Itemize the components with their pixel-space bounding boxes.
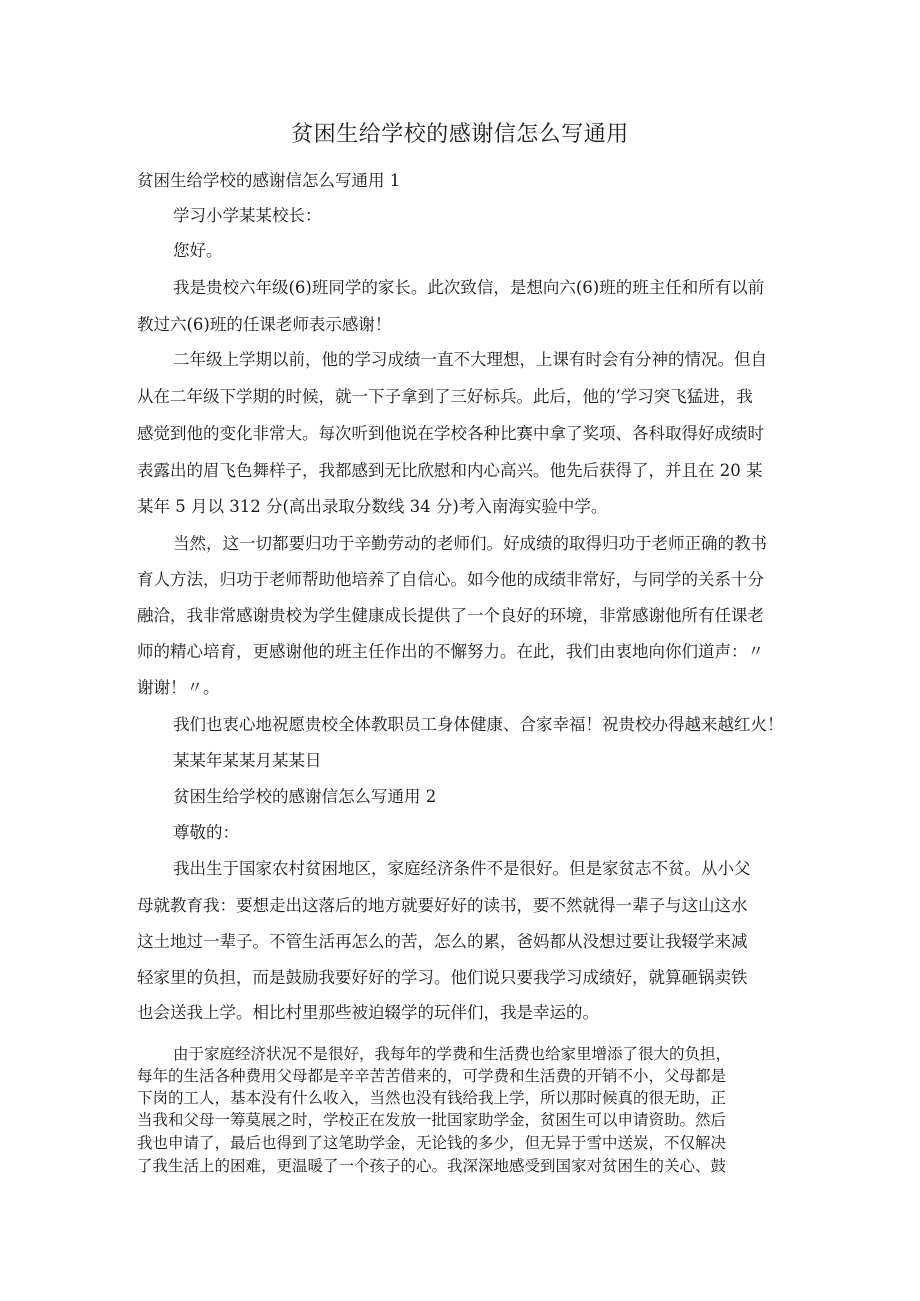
- section-heading-2: 贫困生给学校的感谢信怎么写通用 2: [173, 787, 437, 806]
- paragraph-line: 感觉到他的变化非常大。每次听到他说在学校各种比赛中拿了奖项、各科取得好成绩时: [137, 424, 764, 443]
- paragraph-line: 下岗的工人，基本没有什么收入，当然也没有钱给我上学，所以那时候真的很无助，正: [137, 1089, 727, 1107]
- paragraph-line: 师的精心培育，更感谢他的班主任作出的不懈努力。在此，我们由衷地向你们道声：〃: [137, 642, 764, 661]
- paragraph-line: 谢谢！〃。: [137, 678, 220, 697]
- paragraph-line: 二年级上学期以前，他的学习成绩一直不大理想，上课有时会有分神的情况。但自: [173, 350, 767, 369]
- paragraph-line: 当然，这一切都要归功于辛勤劳动的老师们。好成绩的取得归功于老师正确的教书: [173, 534, 767, 553]
- paragraph-line: 育人方法，归功于老师帮助他培养了自信心。如今他的成绩非常好，与同学的关系十分: [137, 570, 764, 589]
- salutation-2: 尊敬的：: [173, 823, 239, 842]
- paragraph-line: 我也申请了，最后也得到了这笔助学金，无论钱的多少，但无异于雪中送炭，不仅解决: [137, 1134, 727, 1152]
- paragraph-line: 某年 5 月以 312 分(高出录取分数线 34 分)考入南海实验中学。: [137, 497, 608, 516]
- letter-date: 某某年某某月某某日: [173, 751, 322, 770]
- paragraph-line: 我是贵校六年级(6)班同学的家长。此次致信，是想向六(6)班的班主任和所有以前: [173, 278, 765, 297]
- paragraph-line: 从在二年级下学期的时候，就一下子拿到了三好标兵。此后，他的’学习突飞猛进，我: [137, 387, 753, 406]
- paragraph-line: 表露出的眉飞色舞样子，我都感到无比欣慰和内心高兴。他先后获得了，并且在 20 某: [137, 461, 763, 480]
- paragraph-line: 由于家庭经济状况不是很好，我每年的学费和生活费也给家里增添了很大的负担，: [173, 1045, 732, 1063]
- paragraph-line: 母就教育我：要想走出这落后的地方就要好好的读书，要不然就得一辈子与这山这水: [137, 896, 748, 915]
- paragraph-line: 了我生活上的困难，更温暖了一个孩子的心。我深深地感受到国家对贫困生的关心、鼓: [137, 1157, 727, 1175]
- paragraph-line: 轻家里的负担，而是鼓励我要好好的学习。他们说只要我学习成绩好，就算砸锅卖铁: [137, 968, 748, 987]
- greeting-1: 您好。: [173, 241, 223, 260]
- paragraph-line: 这土地过一辈子。不管生活再怎么的苦，怎么的累，爸妈都从没想过要让我辍学来减: [137, 932, 748, 951]
- paragraph-line: 融洽，我非常感谢贵校为学生健康成长提供了一个良好的环境，非常感谢他所有任课老: [137, 606, 764, 625]
- section-heading-1: 贫困生给学校的感谢信怎么写通用 1: [137, 171, 401, 190]
- page-title: 贫困生给学校的感谢信怎么写通用: [291, 122, 629, 147]
- salutation-1: 学习小学某某校长：: [173, 206, 322, 225]
- paragraph-line: 每年的生活各种费用父母都是辛辛苦苦借来的，可学费和生活费的开销不小，父母都是: [137, 1067, 727, 1085]
- paragraph-line: 我出生于国家农村贫困地区，家庭经济条件不是很好。但是家贫志不贫。从小父: [173, 859, 751, 878]
- paragraph-line: 教过六(6)班的任课老师表示感谢！: [137, 315, 392, 334]
- paragraph-line: 也会送我上学。相比村里那些被迫辍学的玩伴们，我是幸运的。: [137, 1003, 599, 1022]
- closing-wish: 我们也衷心地祝愿贵校全体教职员工身体健康、合家幸福！祝贵校办得越来越红火！: [173, 715, 784, 734]
- paragraph-line: 当我和父母一筹莫展之时，学校正在发放一批国家助学金，贫困生可以申请资助。然后: [137, 1111, 727, 1129]
